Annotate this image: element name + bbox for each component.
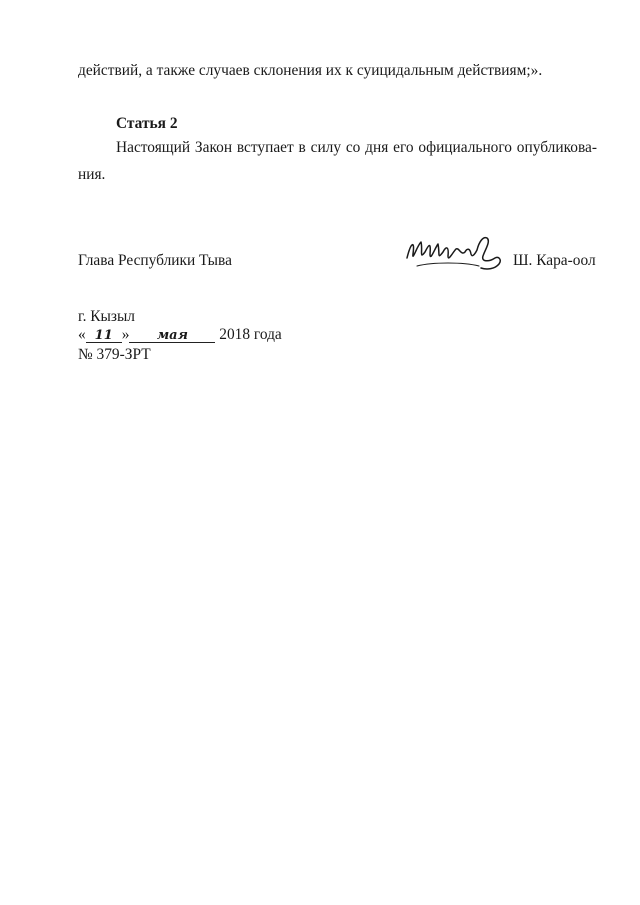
signatory-role: Глава Республики Тыва bbox=[78, 252, 232, 269]
handwritten-signature bbox=[403, 232, 513, 274]
article-body-line-1: Настоящий Закон вступает в силу со дня его официального опубликова- bbox=[116, 139, 597, 156]
signatory-name: Ш. Кара-оол bbox=[513, 252, 596, 269]
date-year: 2018 года bbox=[219, 326, 282, 343]
article-heading: Статья 2 bbox=[116, 115, 178, 132]
date-day-handwritten: 11 bbox=[86, 329, 122, 343]
date-month-handwritten: мая bbox=[129, 329, 215, 343]
continuation-text: действий, а также случаев склонения их к суицидальным действиям;». bbox=[78, 62, 543, 79]
date-close-quote: » bbox=[121, 326, 130, 343]
city-line: г. Кызыл bbox=[78, 308, 135, 325]
date-line bbox=[78, 327, 282, 343]
article-body-line-2: ния. bbox=[78, 166, 106, 183]
law-number: № 379-ЗРТ bbox=[78, 346, 151, 363]
date-open-quote: « bbox=[78, 326, 86, 343]
